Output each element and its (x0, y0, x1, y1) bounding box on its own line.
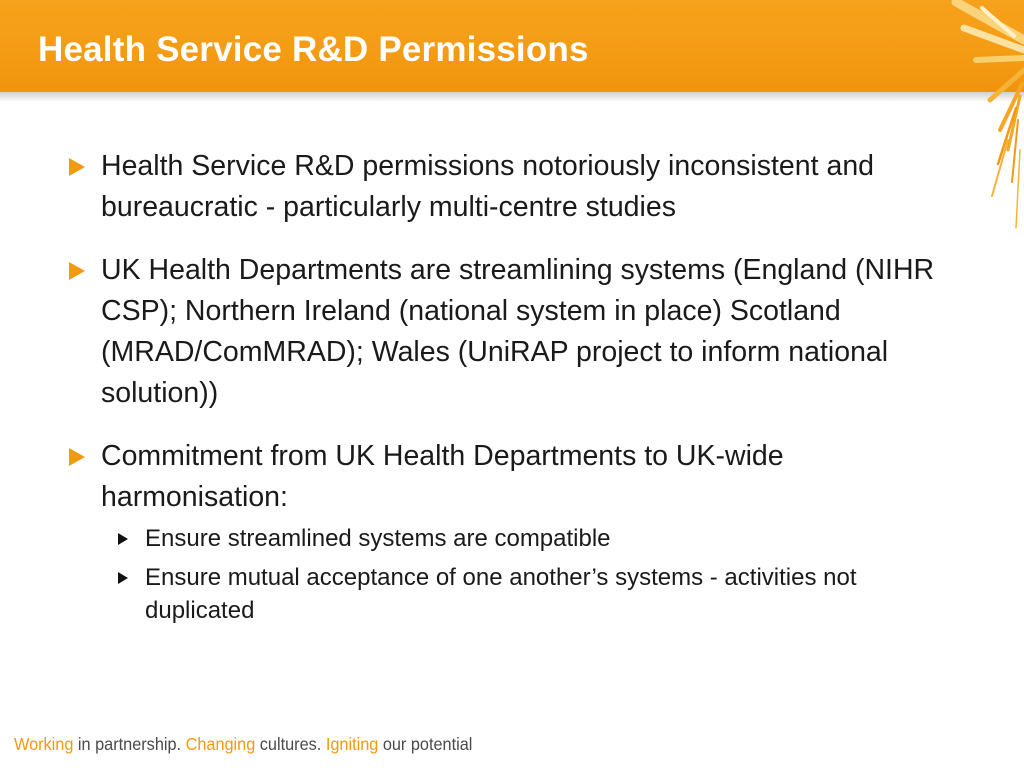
sub-bullet-text: Ensure streamlined systems are compatible (145, 525, 611, 552)
triangle-bullet-icon (69, 158, 85, 176)
footer-text: our potential (378, 734, 473, 754)
footer-word-working: Working (14, 734, 74, 754)
bullet-item (66, 146, 966, 228)
bullet-text: Commitment from UK Health Departments to UK-wide harmonisation: (101, 440, 784, 513)
slide-title: Health Service R&D Permissions (38, 30, 589, 69)
bullet-text: Health Service R&D permissions notoriously inconsistent and bureaucratic - particularly multi-centre studies (101, 150, 875, 223)
bullet-list (66, 146, 966, 649)
triangle-bullet-icon (69, 262, 85, 280)
sub-bullet-item (101, 522, 966, 555)
footer-text: in partnership. (73, 734, 186, 754)
sub-bullet-text: Ensure mutual acceptance of one another’s systems - activities not duplicated (145, 564, 857, 624)
footer-text: cultures. (255, 734, 326, 754)
footer-word-changing: Changing (185, 734, 256, 754)
sub-bullet-list (101, 522, 966, 627)
triangle-bullet-icon (69, 448, 85, 466)
sub-bullet-item (101, 561, 966, 627)
bullet-item (66, 436, 966, 627)
title-banner-shadow (0, 92, 1024, 102)
bullet-text: UK Health Departments are streamlining systems (England (NIHR CSP); Northern Ireland (national system in place) Scotland (MRAD/ComMRAD); Wales (UniRAP project to inform national solution)) (101, 254, 935, 409)
bullet-item (66, 250, 966, 414)
footer-word-igniting: Igniting (325, 734, 379, 754)
small-triangle-bullet-icon (118, 572, 128, 584)
small-triangle-bullet-icon (118, 533, 128, 545)
footer-tagline (14, 732, 472, 756)
